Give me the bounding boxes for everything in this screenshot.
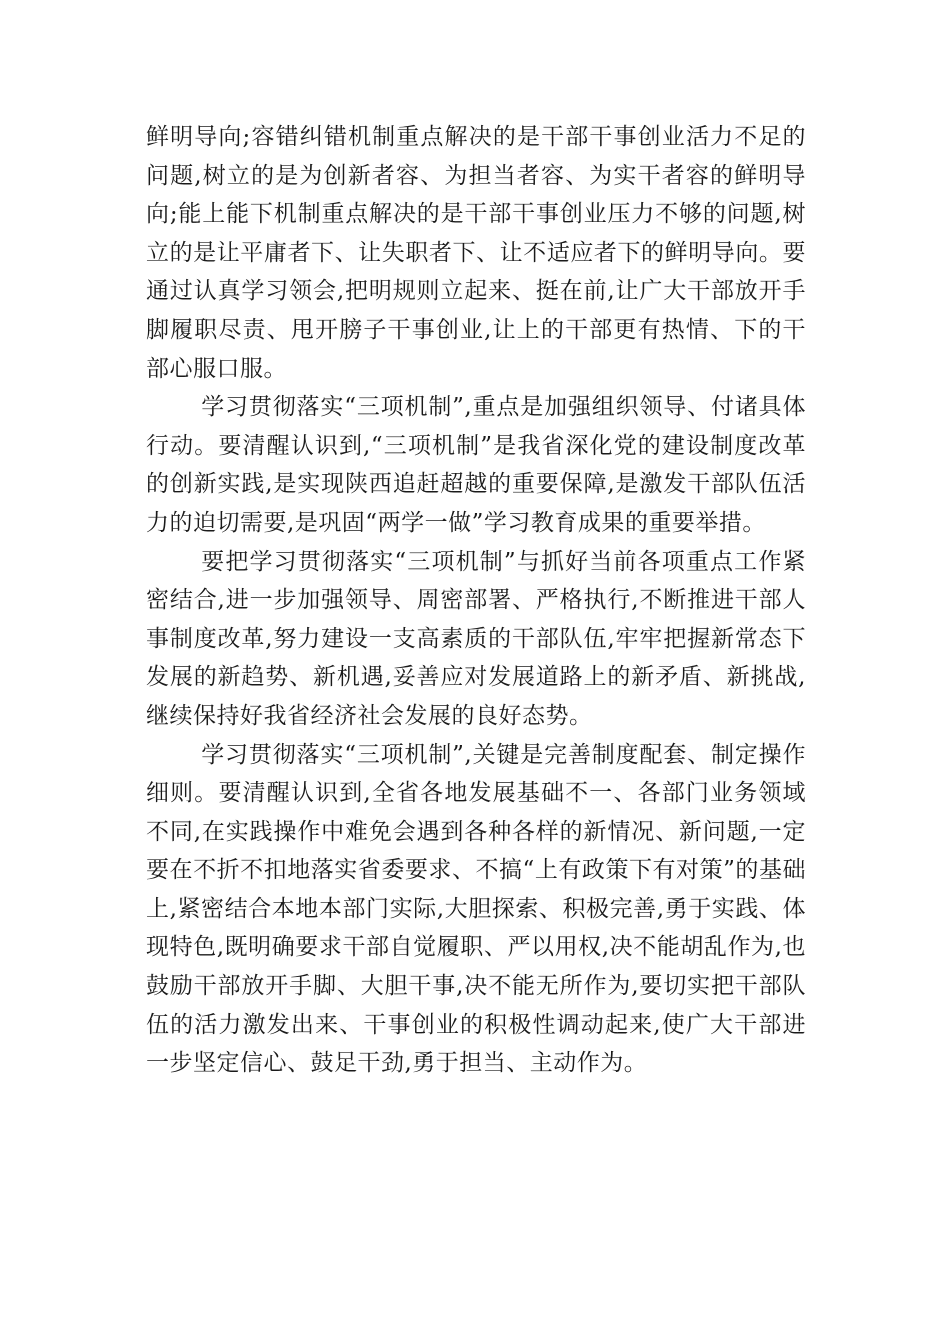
paragraph-1: 鲜明导向;容错纠错机制重点解决的是干部干事创业活力不足的问题,树立的是为创新者容、为担当者容、为实干者容的鲜明导向;能上能下机制重点解决的是干部干事创业压力不够的问题,树立的是让平庸者下、让失职者下、让不适应者下的鲜明导向。要通过认真学习领会,把明规则立起来、挺在前,让广大干部放开手脚履职尽责、甩开膀子干事创业,让上的干部更有热情、下的干部心服口服。	[146, 124, 806, 382]
paragraph-4: 学习贯彻落实“三项机制”,关键是完善制度配套、制定操作细则。要清醒认识到,全省各地发展基础不一、各部门业务领域不同,在实践操作中难免会遇到各种各样的新情况、新问题,一定要在不折不扣地落实省委要求、不搞“上有政策下有对策”的基础上,紧密结合本地本部门实际,大胆探索、积极完善,勇于实践、体现特色,既明确要求干部自觉履职、严以用权,决不能胡乱作为,也鼓励干部放开手脚、大胆干事,决不能无所作为,要切实把干部队伍的活力激发出来、干事创业的积极性调动起来,使广大干部进一步坚定信心、鼓足干劲,勇于担当、主动作为。	[146, 741, 806, 1077]
document-body	[146, 118, 806, 1083]
paragraph-3: 要把学习贯彻落实“三项机制”与抓好当前各项重点工作紧密结合,进一步加强领导、周密部署、严格执行,不断推进干部人事制度改革,努力建设一支高素质的干部队伍,牢牢把握新常态下发展的新趋势、新机遇,妥善应对发展道路上的新矛盾、新挑战,继续保持好我省经济社会发展的良好态势。	[146, 548, 806, 729]
paragraph-2: 学习贯彻落实“三项机制”,重点是加强组织领导、付诸具体行动。要清醒认识到,“三项机制”是我省深化党的建设制度改革的创新实践,是实现陕西追赶超越的重要保障,是激发干部队伍活力的迫切需要,是巩固“两学一做”学习教育成果的重要举措。	[146, 394, 806, 536]
